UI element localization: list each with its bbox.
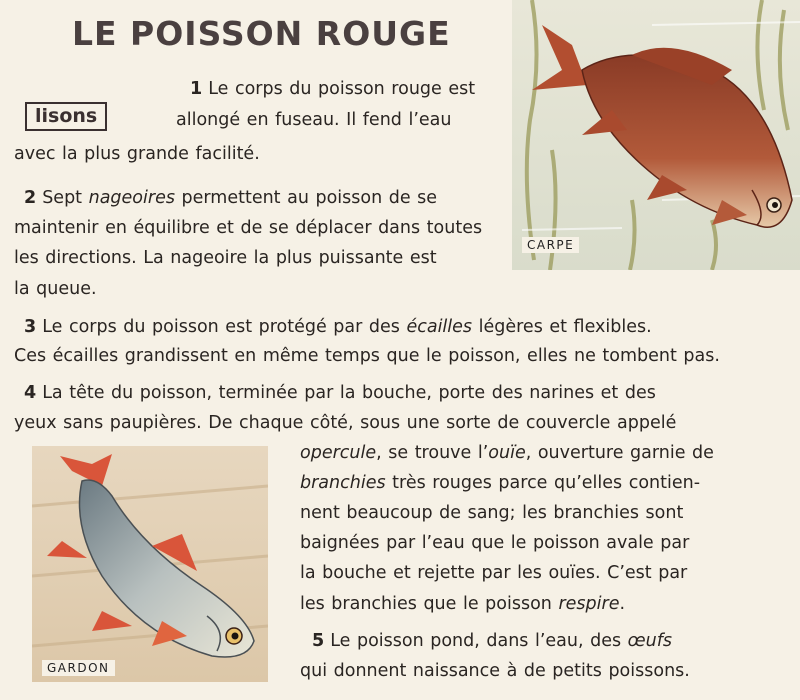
p4-number: 4 xyxy=(24,383,37,403)
p2-text1a: Sept xyxy=(42,188,89,208)
p4-term-ouie: ouïe xyxy=(488,443,526,463)
p2-line3: les directions. La nageoire la plus puissante est xyxy=(14,248,437,268)
p2-term-nageoires: nageoires xyxy=(88,188,175,208)
roach-fish-icon xyxy=(32,446,268,682)
lisons-badge: lisons xyxy=(25,102,107,131)
p2-line4: la queue. xyxy=(14,279,97,299)
p4-line4 xyxy=(300,468,700,499)
p2-number: 2 xyxy=(24,188,37,208)
p1-number: 1 xyxy=(190,79,203,99)
carp-fish-icon xyxy=(512,0,800,270)
p5-line1 xyxy=(312,626,672,657)
p4-line6: baignées par l’eau que le poisson avale par xyxy=(300,533,690,553)
p4-line7: la bouche et rejette par les ouïes. C’est par xyxy=(300,563,688,583)
page-title: LE POISSON ROUGE xyxy=(72,14,451,53)
p4-text8b: . xyxy=(619,594,626,614)
p1-line1 xyxy=(190,74,475,105)
p4-text8a: les branchies que le poisson xyxy=(300,594,559,614)
p4-text4a: très rouges parce qu’elles contien- xyxy=(385,473,701,493)
p4-term-respire: respire xyxy=(558,594,620,614)
p5-number: 5 xyxy=(312,631,325,651)
p2-line1 xyxy=(24,183,437,214)
p3-text1a: Le corps du poisson est protégé par des xyxy=(42,317,407,337)
p1-text1: Le corps du poisson rouge est xyxy=(208,79,476,99)
carp-caption: CARPE xyxy=(522,237,579,253)
p4-term-branchies: branchies xyxy=(300,473,386,493)
carp-illustration xyxy=(512,0,800,270)
p4-text1: La tête du poisson, terminée par la bouche, porte des narines et des xyxy=(42,383,656,403)
p4-line3 xyxy=(300,438,714,469)
p2-text1b: permettent au poisson de se xyxy=(174,188,438,208)
p3-text1b: légères et flexibles. xyxy=(472,317,652,337)
roach-caption: GARDON xyxy=(42,660,115,676)
p3-term-ecailles: écailles xyxy=(406,317,473,337)
roach-illustration xyxy=(32,446,268,682)
p3-line1 xyxy=(24,312,652,343)
p4-line2: yeux sans paupières. De chaque côté, sous une sorte de couvercle appelé xyxy=(14,413,677,433)
p3-number: 3 xyxy=(24,317,37,337)
p4-text3a: , se trouve l’ xyxy=(376,443,489,463)
p4-text3b: , ouverture garnie de xyxy=(525,443,714,463)
p5-term-oeufs: œufs xyxy=(627,631,673,651)
p4-line8 xyxy=(300,589,625,620)
p5-line2: qui donnent naissance à de petits poissons. xyxy=(300,661,690,681)
p3-line2: Ces écailles grandissent en même temps que le poisson, elles ne tombent pas. xyxy=(14,346,720,366)
p4-term-opercule: opercule xyxy=(300,443,377,463)
p4-line1 xyxy=(24,378,656,409)
p1-line3: avec la plus grande facilité. xyxy=(14,144,260,164)
p1-line2: allongé en fuseau. Il fend l’eau xyxy=(176,110,452,130)
p2-line2: maintenir en équilibre et de se déplacer dans toutes xyxy=(14,218,483,238)
p4-line5: nent beaucoup de sang; les branchies sont xyxy=(300,503,684,523)
p5-text1a: Le poisson pond, dans l’eau, des xyxy=(330,631,628,651)
